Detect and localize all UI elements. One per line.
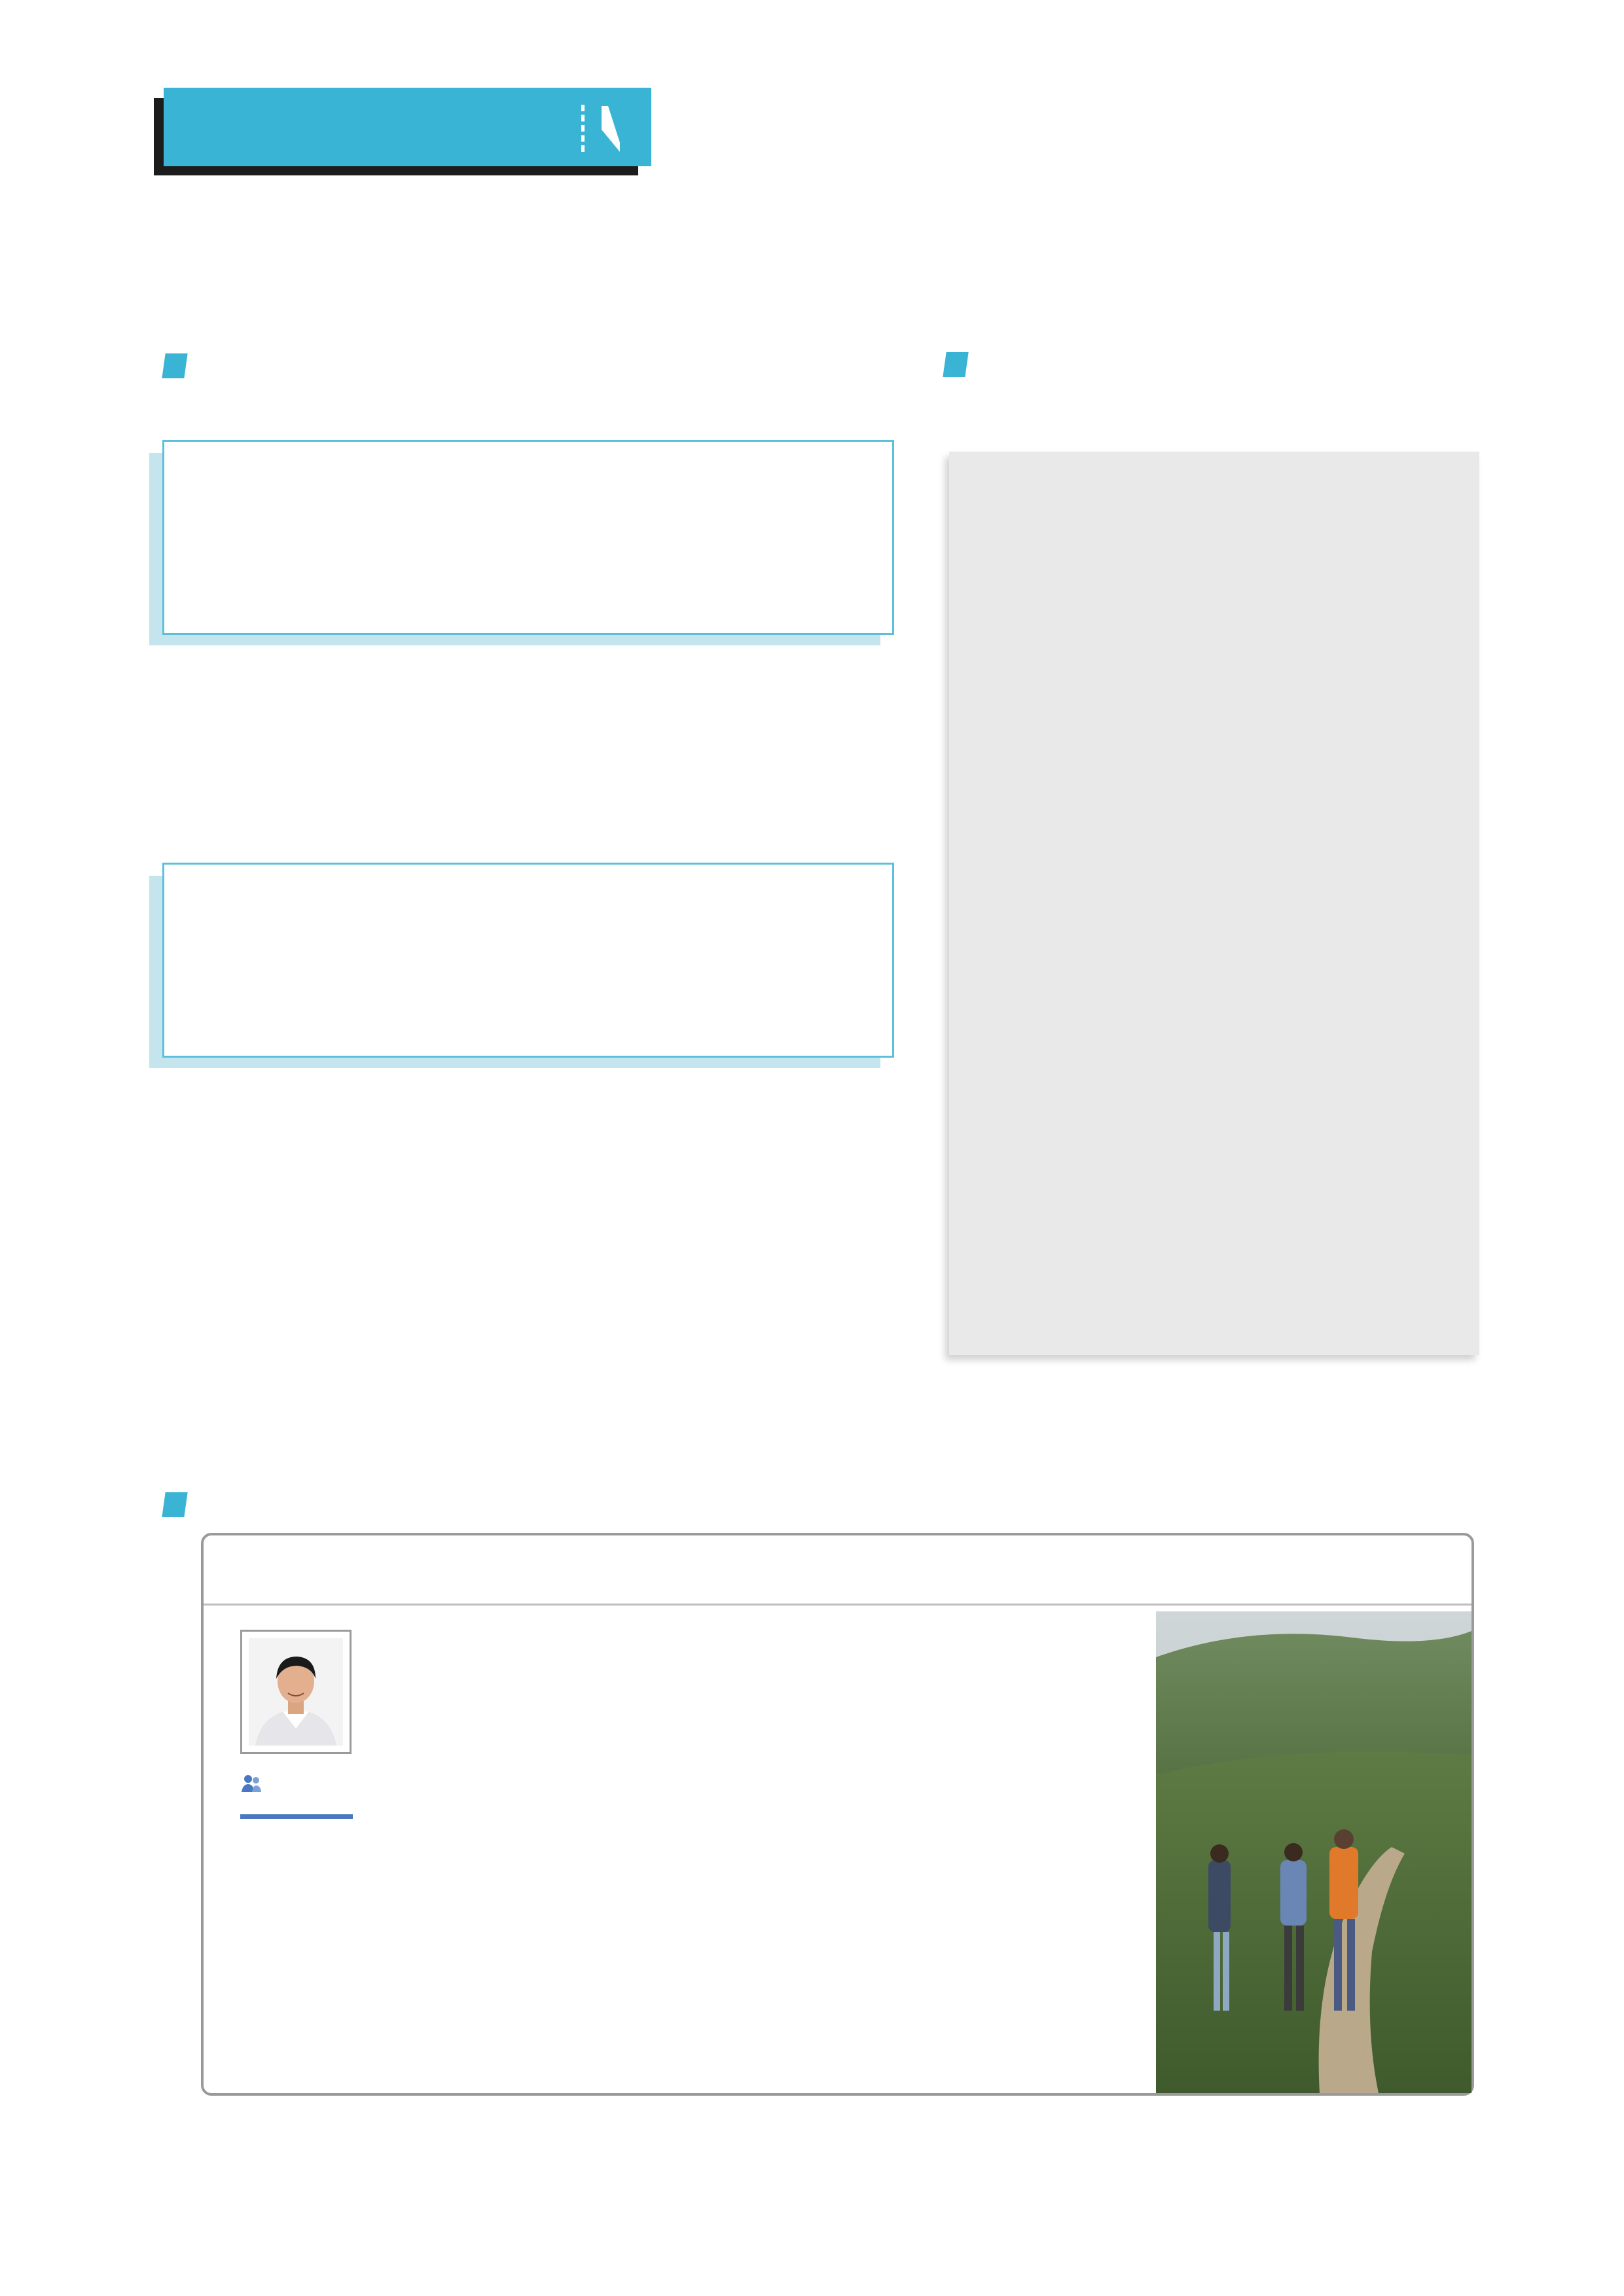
example-b-line-1	[208, 537, 219, 581]
question-3	[205, 1071, 234, 1115]
note-card	[949, 452, 1479, 1355]
forum-user	[240, 1772, 262, 1796]
users-icon	[240, 1772, 262, 1795]
example-box-cd	[162, 863, 894, 1058]
question-2	[205, 692, 234, 736]
example-c-line-1	[208, 872, 219, 916]
banner-divider	[581, 105, 585, 152]
avatar-portrait	[249, 1638, 343, 1746]
exercise-2-badge	[943, 352, 968, 377]
forum-divider	[204, 1604, 1471, 1605]
question-4	[205, 1158, 234, 1202]
exercise-3-badge	[162, 1492, 187, 1517]
bookmark-icon	[599, 103, 623, 154]
question-5	[205, 1246, 234, 1290]
example-d-line-1	[208, 960, 219, 1003]
exercise-1-badge	[162, 353, 187, 378]
username-underline	[240, 1814, 353, 1819]
example-a-line-1	[208, 449, 219, 493]
section-banner	[164, 88, 651, 166]
example-box-ab	[162, 440, 894, 635]
hikers-photo	[1156, 1611, 1471, 2093]
question-1	[205, 648, 234, 692]
